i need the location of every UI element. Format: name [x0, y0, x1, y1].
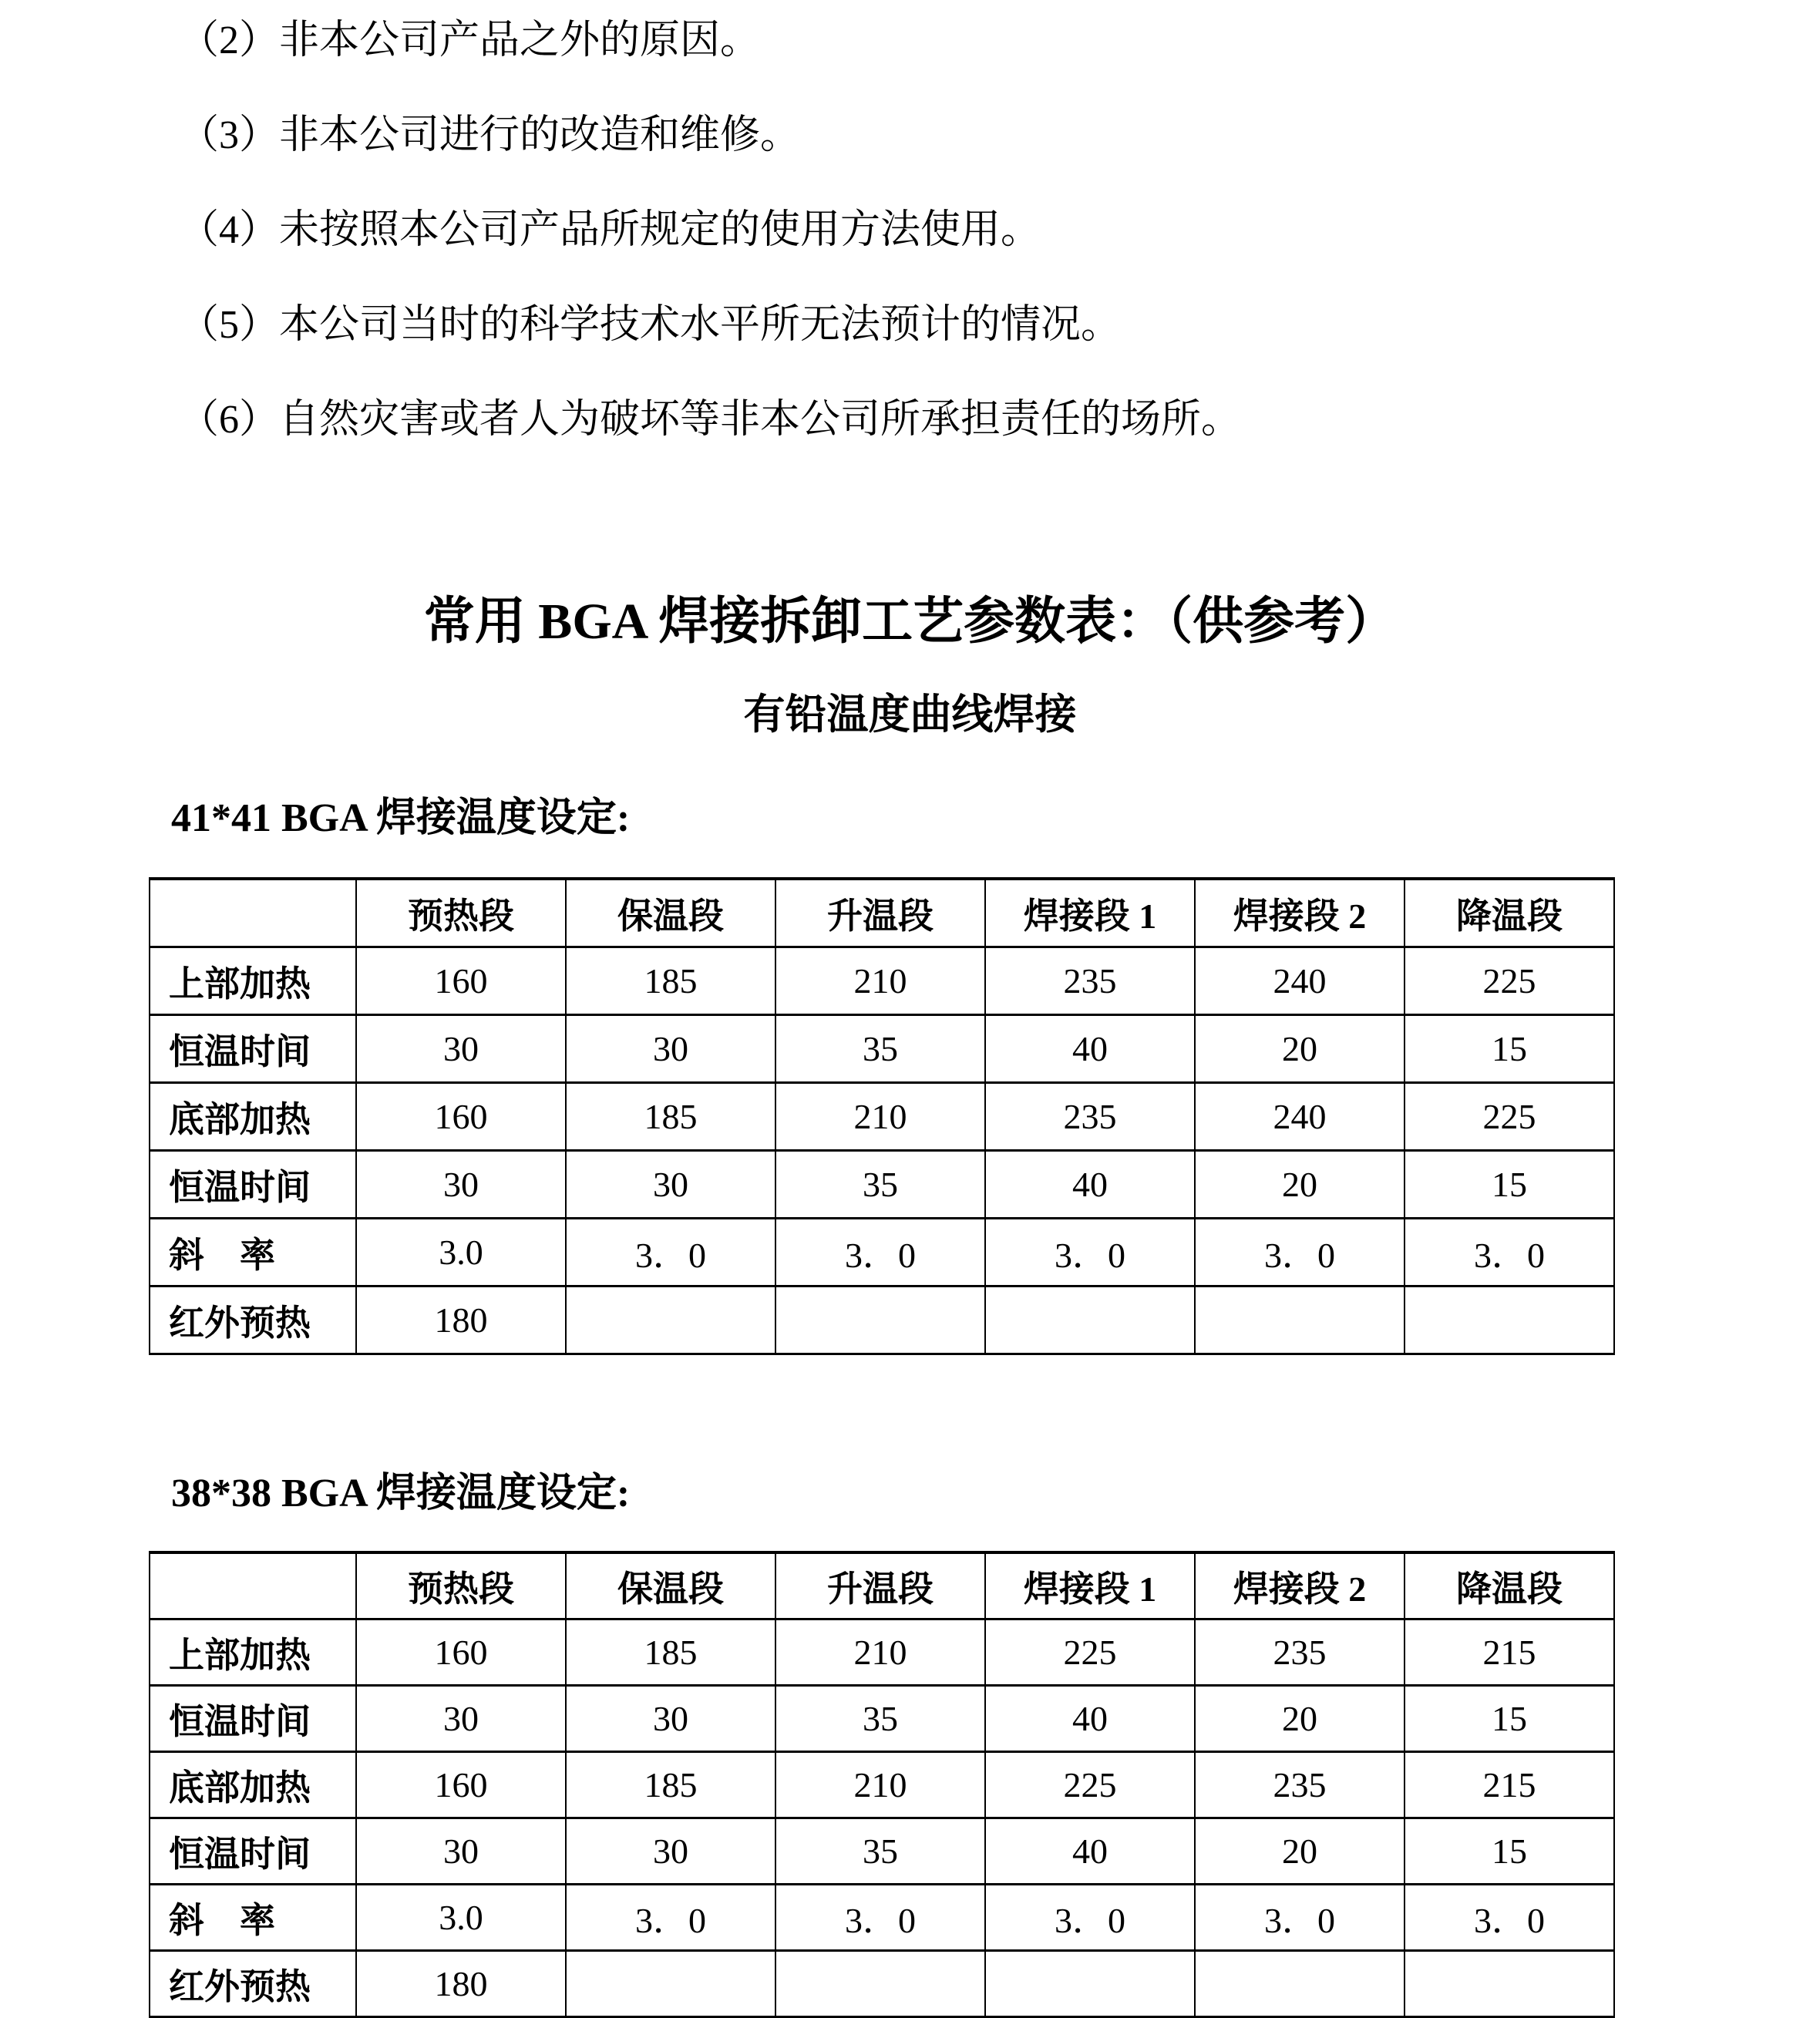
value-cell [566, 1951, 775, 2017]
row-label-cell: 恒温时间 [150, 1686, 356, 1752]
value-cell: 3．0 [566, 1885, 775, 1951]
value-cell: 30 [356, 1686, 566, 1752]
value-cell: 160 [356, 947, 566, 1015]
value-cell: 185 [566, 1752, 775, 1818]
value-cell: 20 [1195, 1151, 1405, 1219]
value-cell: 215 [1405, 1752, 1614, 1818]
section-heading-41x41: 41*41 BGA 焊接温度设定: [171, 796, 631, 840]
value-cell: 35 [775, 1151, 985, 1219]
value-cell: 20 [1195, 1686, 1405, 1752]
value-cell: 180 [356, 1286, 566, 1354]
table-header-row [150, 879, 1614, 947]
table-row [150, 1219, 1614, 1286]
page-title: 常用 BGA 焊接拆卸工艺参数表：（供参考） [423, 594, 1397, 650]
value-cell: 15 [1405, 1151, 1614, 1219]
row-label-cell: 底部加热 [150, 1752, 356, 1818]
header-cell: 降温段 [1405, 1552, 1614, 1619]
value-cell: 235 [985, 1083, 1195, 1151]
value-cell: 225 [1405, 1083, 1614, 1151]
note-item-3: （3）非本公司进行的改造和维修。 [179, 113, 801, 157]
value-cell [985, 1951, 1195, 2017]
value-cell: 235 [985, 947, 1195, 1015]
row-label-cell: 红外预热 [150, 1951, 356, 2017]
value-cell: 30 [566, 1818, 775, 1885]
note-item-6: （6）自然灾害或者人为破坏等非本公司所承担责任的场所。 [179, 398, 1242, 442]
value-cell: 40 [985, 1151, 1195, 1219]
value-cell: 240 [1195, 1083, 1405, 1151]
value-cell: 15 [1405, 1015, 1614, 1083]
value-cell: 20 [1195, 1015, 1405, 1083]
value-cell: 3．0 [1195, 1885, 1405, 1951]
header-cell: 升温段 [775, 879, 985, 947]
note-item-2: （2）非本公司产品之外的原因。 [179, 18, 761, 62]
value-cell: 185 [566, 1619, 775, 1686]
value-cell: 15 [1405, 1818, 1614, 1885]
value-cell: 210 [775, 1619, 985, 1686]
header-cell [150, 879, 356, 947]
value-cell: 30 [566, 1151, 775, 1219]
table-row [150, 1619, 1614, 1686]
row-label-cell: 恒温时间 [150, 1818, 356, 1885]
value-cell: 30 [356, 1151, 566, 1219]
value-cell [775, 1951, 985, 2017]
value-cell: 215 [1405, 1619, 1614, 1686]
table-row [150, 1818, 1614, 1885]
value-cell [985, 1286, 1195, 1354]
value-cell: 160 [356, 1752, 566, 1818]
row-label-cell: 斜 率 [150, 1885, 356, 1951]
value-cell: 35 [775, 1015, 985, 1083]
value-cell [775, 1286, 985, 1354]
note-item-5: （5）本公司当时的科学技术水平所无法预计的情况。 [179, 303, 1122, 347]
value-cell: 225 [1405, 947, 1614, 1015]
value-cell: 235 [1195, 1619, 1405, 1686]
table-row [150, 1951, 1614, 2017]
page-subtitle: 有铅温度曲线焊接 [743, 691, 1077, 738]
value-cell: 30 [566, 1686, 775, 1752]
value-cell: 3.0 [356, 1219, 566, 1286]
row-label-cell: 上部加热 [150, 1619, 356, 1686]
table-row [150, 1752, 1614, 1818]
value-cell: 40 [985, 1818, 1195, 1885]
value-cell: 3．0 [566, 1219, 775, 1286]
value-cell: 210 [775, 947, 985, 1015]
value-cell [1195, 1286, 1405, 1354]
value-cell: 3．0 [775, 1885, 985, 1951]
value-cell [1405, 1286, 1614, 1354]
header-cell: 预热段 [356, 879, 566, 947]
header-cell: 焊接段 1 [985, 1552, 1195, 1619]
table-header-row [150, 1552, 1614, 1619]
value-cell: 30 [356, 1818, 566, 1885]
value-cell: 185 [566, 947, 775, 1015]
row-label-cell: 底部加热 [150, 1083, 356, 1151]
header-cell: 焊接段 2 [1195, 1552, 1405, 1619]
table-row [150, 1686, 1614, 1752]
value-cell: 160 [356, 1083, 566, 1151]
value-cell: 240 [1195, 947, 1405, 1015]
header-cell: 降温段 [1405, 879, 1614, 947]
row-label-cell: 恒温时间 [150, 1151, 356, 1219]
value-cell: 210 [775, 1752, 985, 1818]
value-cell: 160 [356, 1619, 566, 1686]
value-cell: 30 [566, 1015, 775, 1083]
value-cell: 40 [985, 1686, 1195, 1752]
table-row [150, 1286, 1614, 1354]
value-cell: 3．0 [1405, 1885, 1614, 1951]
value-cell: 3．0 [1405, 1219, 1614, 1286]
header-cell: 保温段 [566, 879, 775, 947]
value-cell: 3．0 [775, 1219, 985, 1286]
value-cell [566, 1286, 775, 1354]
value-cell: 20 [1195, 1818, 1405, 1885]
header-cell [150, 1552, 356, 1619]
table-row [150, 1885, 1614, 1951]
value-cell: 35 [775, 1686, 985, 1752]
row-label-cell: 斜 率 [150, 1219, 356, 1286]
value-cell [1195, 1951, 1405, 2017]
table-row [150, 1151, 1614, 1219]
value-cell: 185 [566, 1083, 775, 1151]
value-cell: 3．0 [1195, 1219, 1405, 1286]
params-table-41x41 [149, 877, 1615, 1355]
value-cell: 235 [1195, 1752, 1405, 1818]
note-item-4: （4）未按照本公司产品所规定的使用方法使用。 [179, 208, 1041, 252]
table-row [150, 947, 1614, 1015]
row-label-cell: 上部加热 [150, 947, 356, 1015]
value-cell: 3．0 [985, 1885, 1195, 1951]
row-label-cell: 恒温时间 [150, 1015, 356, 1083]
header-cell: 焊接段 2 [1195, 879, 1405, 947]
params-table-38x38 [149, 1551, 1615, 2018]
header-cell: 升温段 [775, 1552, 985, 1619]
value-cell: 30 [356, 1015, 566, 1083]
section-heading-38x38: 38*38 BGA 焊接温度设定: [171, 1471, 631, 1515]
value-cell: 180 [356, 1951, 566, 2017]
value-cell: 3．0 [985, 1219, 1195, 1286]
value-cell: 35 [775, 1818, 985, 1885]
value-cell: 225 [985, 1619, 1195, 1686]
value-cell: 3.0 [356, 1885, 566, 1951]
value-cell: 15 [1405, 1686, 1614, 1752]
header-cell: 焊接段 1 [985, 879, 1195, 947]
header-cell: 保温段 [566, 1552, 775, 1619]
value-cell: 210 [775, 1083, 985, 1151]
value-cell [1405, 1951, 1614, 2017]
table-row [150, 1083, 1614, 1151]
value-cell: 225 [985, 1752, 1195, 1818]
value-cell: 40 [985, 1015, 1195, 1083]
table-row [150, 1015, 1614, 1083]
row-label-cell: 红外预热 [150, 1286, 356, 1354]
header-cell: 预热段 [356, 1552, 566, 1619]
